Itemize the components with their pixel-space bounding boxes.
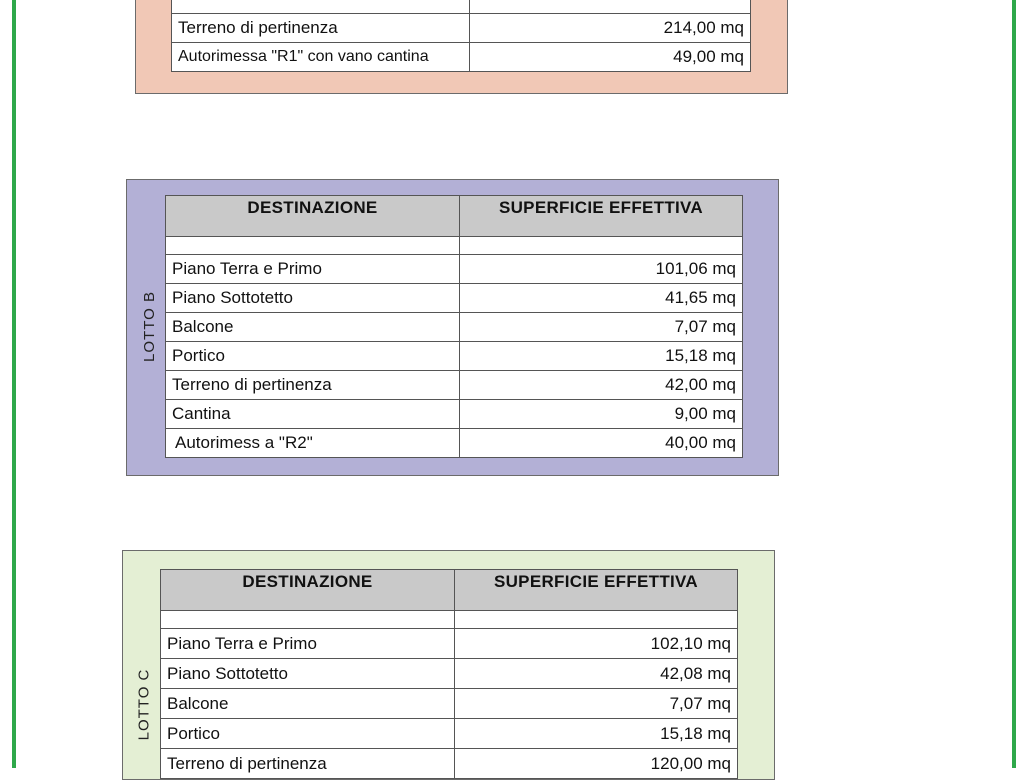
table-row <box>161 659 738 689</box>
row-value: 102,10 mq <box>455 629 738 659</box>
table-row <box>166 400 743 429</box>
row-value: 101,06 mq <box>460 255 743 284</box>
row-label: Piano Terra e Primo <box>161 629 455 659</box>
row-label: Autorimessa "R1" con vano cantina <box>172 43 470 72</box>
row-label: Terreno di pertinenza <box>161 749 455 779</box>
table-row <box>172 14 751 43</box>
table-row-empty <box>161 611 738 629</box>
lotto-b-table <box>165 195 743 458</box>
table-row <box>166 313 743 342</box>
row-value: 15,18 mq <box>460 342 743 371</box>
table-row <box>161 629 738 659</box>
header-superficie: SUPERFICIE EFFETTIVA <box>460 196 743 237</box>
table-row <box>166 371 743 400</box>
row-label: Balcone <box>161 689 455 719</box>
row-label: Piano Sottotetto <box>161 659 455 689</box>
lotto-c-label: LOTTO C <box>135 668 153 741</box>
table-row <box>161 719 738 749</box>
row-label: Portico <box>161 719 455 749</box>
row-label: Terreno di pertinenza <box>166 371 460 400</box>
row-value: 40,00 mq <box>460 429 743 458</box>
header-destinazione: DESTINAZIONE <box>166 196 460 237</box>
row-value: 214,00 mq <box>470 14 751 43</box>
row-value: 41,65 mq <box>460 284 743 313</box>
lotto-c-table <box>160 569 738 779</box>
row-value: 49,00 mq <box>470 43 751 72</box>
header-superficie: SUPERFICIE EFFETTIVA <box>455 570 738 611</box>
table-row <box>161 689 738 719</box>
row-value: 120,00 mq <box>455 749 738 779</box>
row-label: Piano Sottotetto <box>166 284 460 313</box>
row-label: Cantina <box>166 400 460 429</box>
row-label <box>172 0 470 14</box>
table-row-empty <box>166 237 743 255</box>
header-destinazione: DESTINAZIONE <box>161 570 455 611</box>
row-value: 7,07 mq <box>455 689 738 719</box>
row-value: 15,18 mq <box>455 719 738 749</box>
row-value: 42,08 mq <box>455 659 738 689</box>
row-label: Terreno di pertinenza <box>172 14 470 43</box>
row-value: 42,00 mq <box>460 371 743 400</box>
table-row <box>166 342 743 371</box>
table-header-row <box>166 196 743 237</box>
table-row <box>172 43 751 72</box>
table-row <box>172 0 751 14</box>
row-label: Autorimess a "R2" <box>166 429 460 458</box>
row-value: 7,07 mq <box>460 313 743 342</box>
lotto-a-table <box>171 0 751 72</box>
row-label: Portico <box>166 342 460 371</box>
table-row <box>166 284 743 313</box>
lotto-b-label: LOTTO B <box>140 291 158 362</box>
page-border-right <box>1012 0 1016 768</box>
table-row <box>161 749 738 779</box>
table-row <box>166 255 743 284</box>
page-border-left <box>12 0 16 768</box>
table-row <box>166 429 743 458</box>
row-label: Balcone <box>166 313 460 342</box>
row-value <box>470 0 751 14</box>
row-label: Piano Terra e Primo <box>166 255 460 284</box>
row-value: 9,00 mq <box>460 400 743 429</box>
table-header-row <box>161 570 738 611</box>
